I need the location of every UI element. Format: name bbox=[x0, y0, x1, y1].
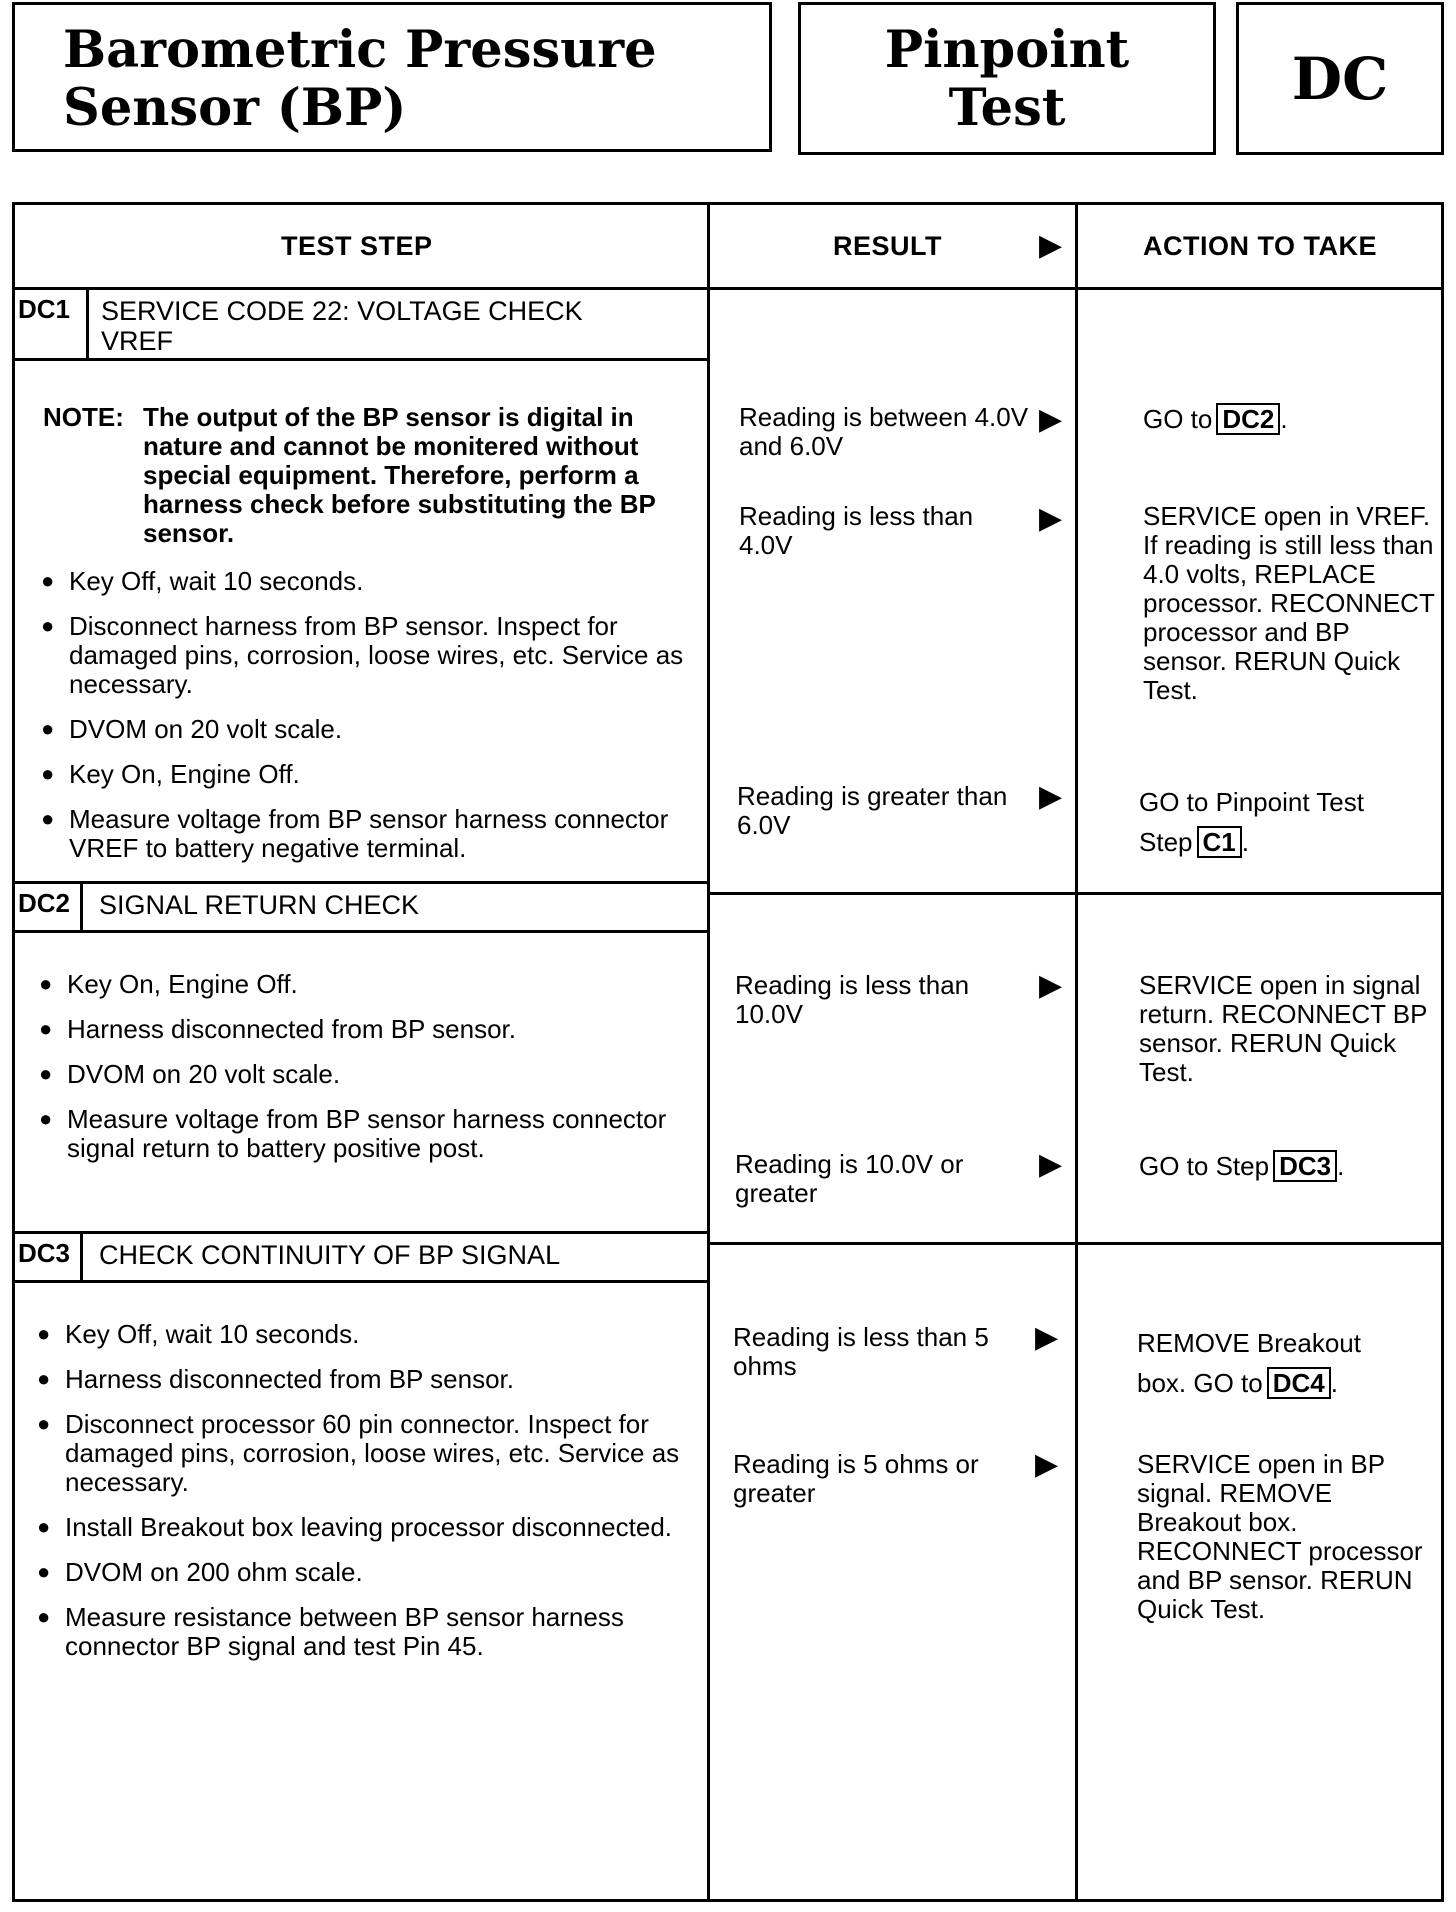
step-header-dc1 bbox=[12, 287, 710, 361]
step-header-dc2 bbox=[12, 881, 710, 933]
list-item: ● Install Breakout box leaving processor disconnected. bbox=[35, 1513, 695, 1542]
page-title-line2: Sensor (BP) bbox=[63, 78, 407, 138]
column-header-test-step: TEST STEP bbox=[281, 231, 433, 261]
pinpoint-test-box bbox=[798, 2, 1216, 155]
note-label: NOTE: bbox=[43, 402, 124, 432]
step-reference-dc3[interactable]: DC3 bbox=[1273, 1150, 1337, 1182]
result-arrow-icon: ▶ bbox=[1039, 403, 1063, 436]
action-text: GO to DC2 . bbox=[1143, 404, 1288, 434]
result-arrow-icon: ▶ bbox=[1039, 1148, 1063, 1181]
result-arrow-icon: ▶ bbox=[1039, 502, 1063, 535]
step-reference-dc2[interactable]: DC2 bbox=[1216, 403, 1280, 435]
pinpoint-table bbox=[12, 202, 1444, 1902]
step-instructions-dc2 bbox=[37, 970, 697, 1179]
column-header-result: RESULT bbox=[833, 231, 942, 261]
result-arrow-icon: ▶ bbox=[1039, 780, 1063, 813]
action-text: REMOVE Breakout box. GO to DC4 . bbox=[1137, 1328, 1361, 1398]
result-text: Reading is less than 10.0V bbox=[735, 970, 970, 1029]
page-title-line1: Barometric Pressure bbox=[63, 20, 657, 80]
step-instructions-dc3 bbox=[35, 1320, 695, 1677]
test-code-box bbox=[1236, 2, 1444, 155]
list-item: ● Measure voltage from BP sensor harness connector signal return to battery positive post. bbox=[37, 1105, 697, 1163]
step-id: DC1 bbox=[15, 290, 89, 358]
step-reference-dc4[interactable]: DC4 bbox=[1267, 1367, 1331, 1399]
list-item: ● Measure voltage from BP sensor harness connector VREF to battery negative terminal. bbox=[39, 805, 689, 863]
note-block bbox=[43, 403, 693, 553]
result-text: Reading is less than 5 ohms bbox=[733, 1322, 989, 1381]
step-title: SIGNAL RETURN CHECK bbox=[99, 890, 420, 920]
result-text: Reading is 5 ohms or greater bbox=[733, 1449, 979, 1508]
note-text: The output of the BP sensor is digital in nature and cannot be monitered without special equipment. Therefore, perform a harness check before substituting the BP sensor. bbox=[143, 402, 656, 548]
result-arrow-icon: ▶ bbox=[1035, 1448, 1059, 1481]
list-item: ● Key Off, wait 10 seconds. bbox=[35, 1320, 695, 1349]
result-text: Reading is greater than 6.0V bbox=[737, 781, 1008, 840]
pinpoint-label-line1: Pinpoint bbox=[884, 20, 1130, 80]
result-text: Reading is between 4.0V and 6.0V bbox=[739, 402, 1029, 461]
list-item: ● Key On, Engine Off. bbox=[39, 760, 689, 789]
column-divider-2 bbox=[1075, 205, 1078, 1899]
result-arrow-icon: ▶ bbox=[1039, 969, 1063, 1002]
step-title: SERVICE CODE 22: VOLTAGE CHECK VREF bbox=[101, 296, 583, 356]
list-item: ● Harness disconnected from BP sensor. bbox=[35, 1365, 695, 1394]
action-text: SERVICE open in VREF. If reading is still less than 4.0 volts, REPLACE processor. RECONNECT processor and BP sensor. RERUN Quick Test. bbox=[1143, 501, 1435, 705]
action-text: SERVICE open in signal return. RECONNECT BP sensor. RERUN Quick Test. bbox=[1139, 970, 1428, 1087]
list-item: ● Key Off, wait 10 seconds. bbox=[39, 567, 689, 596]
list-item: ● DVOM on 20 volt scale. bbox=[37, 1060, 697, 1089]
list-item: ● Measure resistance between BP sensor harness connector BP signal and test Pin 45. bbox=[35, 1603, 695, 1661]
list-item: ● Harness disconnected from BP sensor. bbox=[37, 1015, 697, 1044]
list-item: ● Key On, Engine Off. bbox=[37, 970, 697, 999]
action-text: GO to Pinpoint Test Step C1 . bbox=[1139, 787, 1364, 857]
row-divider-2 bbox=[707, 1242, 1441, 1245]
title-box bbox=[12, 2, 772, 152]
action-text: SERVICE open in BP signal. REMOVE Breakout box. RECONNECT processor and BP sensor. RERUN Quick Test. bbox=[1137, 1449, 1423, 1624]
list-item: ● DVOM on 200 ohm scale. bbox=[35, 1558, 695, 1587]
step-title: CHECK CONTINUITY OF BP SIGNAL bbox=[99, 1240, 561, 1270]
pinpoint-label-line2: Test bbox=[948, 78, 1066, 138]
step-instructions-dc1 bbox=[39, 567, 689, 879]
result-text: Reading is less than 4.0V bbox=[739, 501, 974, 560]
test-code: DC bbox=[1291, 44, 1389, 113]
row-divider-1 bbox=[707, 892, 1441, 895]
step-header-dc3 bbox=[12, 1231, 710, 1283]
result-arrow-icon: ▶ bbox=[1035, 1321, 1059, 1354]
header-arrow-icon: ▶ bbox=[1039, 229, 1063, 262]
action-text: GO to Step DC3 . bbox=[1139, 1151, 1345, 1181]
list-item: ● Disconnect processor 60 pin connector. Inspect for damaged pins, corrosion, loose wires, etc. Service as necessary. bbox=[35, 1410, 695, 1497]
step-reference-c1[interactable]: C1 bbox=[1197, 826, 1242, 858]
list-item: ● DVOM on 20 volt scale. bbox=[39, 715, 689, 744]
column-divider-1 bbox=[707, 205, 710, 1899]
list-item: ● Disconnect harness from BP sensor. Inspect for damaged pins, corrosion, loose wires, etc. Service as necessary. bbox=[39, 612, 689, 699]
step-id: DC2 bbox=[15, 884, 83, 930]
column-header-action: ACTION TO TAKE bbox=[1143, 231, 1377, 261]
step-id: DC3 bbox=[15, 1234, 83, 1280]
result-text: Reading is 10.0V or greater bbox=[735, 1149, 964, 1208]
